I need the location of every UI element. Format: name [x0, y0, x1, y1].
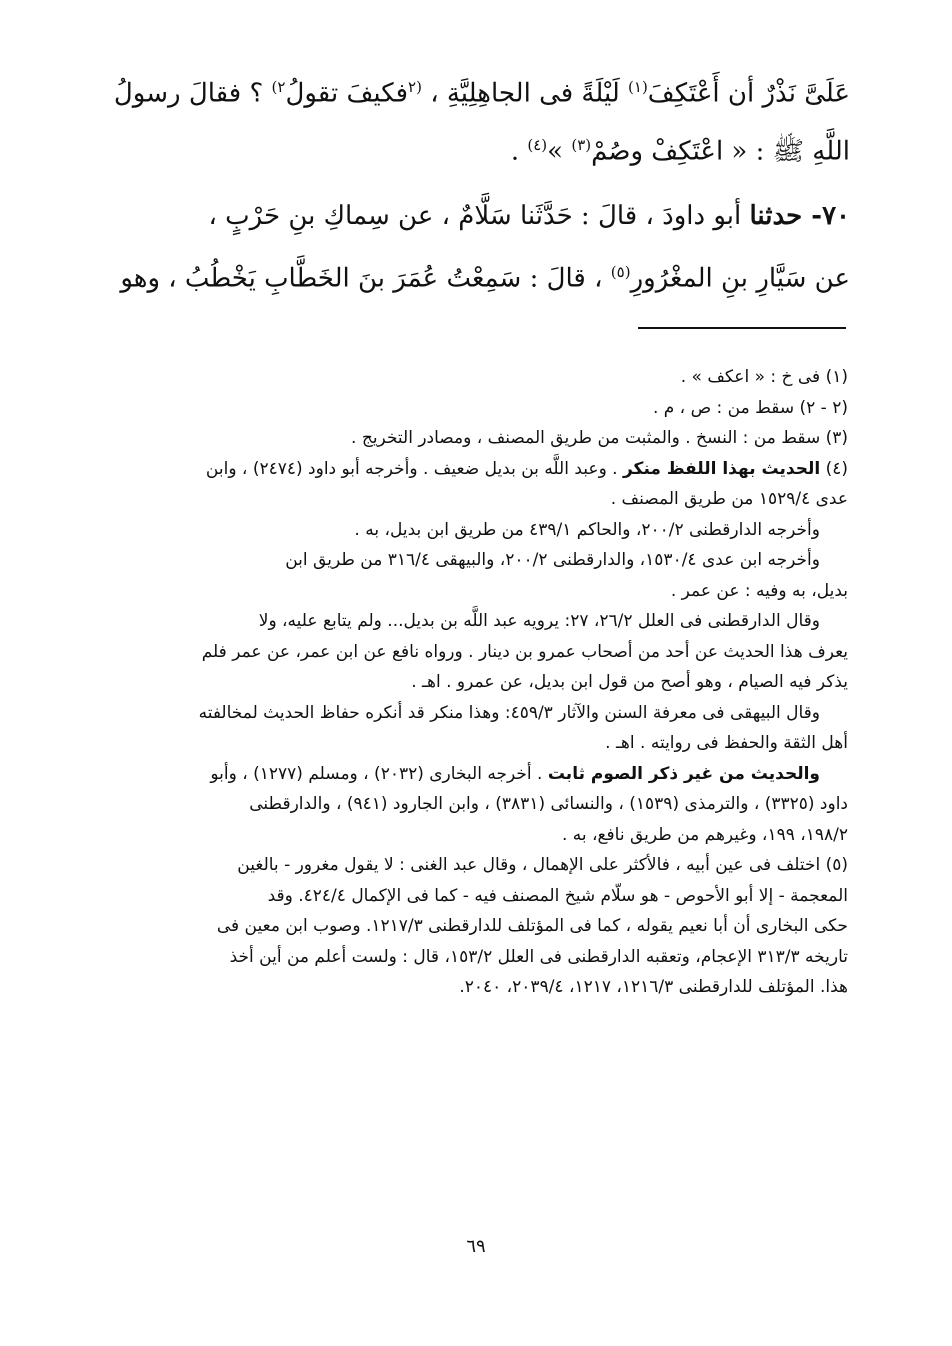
footnote-4-line: ١٩٨/٢، ١٩٩، وغيرهم من طريق نافع، به .: [561, 824, 848, 845]
footnote-marker: (١): [628, 78, 648, 96]
main-text: أبو داودَ ، قالَ : حَدَّثَنا سَلَّامٌ ، عن سِماكِ بنِ حَرْبٍ ،: [208, 201, 750, 231]
footnote-4-line: وأخرجه الدارقطنى ٢٠٠/٢، والحاكم ٤٣٩/١ من طريق ابن بديل، به .: [354, 519, 820, 540]
footnote-4-line: عدى ١٥٢٩/٤ من طريق المصنف .: [610, 489, 848, 509]
footnotes: [138, 362, 848, 1003]
main-line-4: [120, 244, 850, 307]
footnote-4-line: يعرف هذا الحديث عن أحد من أصحاب عمرو بن دينار . ورواه نافع عن ابن عمر، عن عمر فلم: [201, 641, 848, 662]
footnote-5-line: المعجمة - إلا أبو الأحوص - هو سلّام شيخ المصنف فيه - كما فى الإكمال ٤٢٤/٤. وقد: [267, 885, 848, 906]
main-text: ، قالَ : سَمِعْتُ عُمَرَ بنَ الخَطَّابِ يَخْطُبُ ، وهو: [120, 263, 611, 294]
main-text: .: [510, 136, 528, 167]
main-text: »: [547, 136, 572, 167]
main-line-1: [113, 62, 850, 119]
main-text: لَيْلَةً فى الجاهِلِيَّةِ ،: [430, 78, 629, 109]
main-line-2: [135, 119, 850, 178]
main-text: فكيفَ تقولُ: [285, 78, 408, 109]
footnote-5: (٥) اختلف فى عين أبيه ، فالأكثر على الإهمال ، وقال عبد الغنى : لا يقول مغرور - بالغين: [237, 855, 848, 875]
footnote-4-line: وأخرجه ابن عدى ١٥٣٠/٤، والدارقطنى ٢٠٠/٢، والبيهقى ٣١٦/٤ من طريق ابن: [285, 550, 820, 570]
footnote-separator: [638, 327, 846, 329]
footnote-4-line: أهل الثقة والحفظ فى روايته . اهـ .: [605, 733, 848, 753]
footnote-5-line: تاريخه ٣١٣/٣ الإعجام، وتعقبه الدارقطنى فى العلل ١٥٣/٢، قال : ولست أعلم من أين أخذ: [229, 946, 848, 967]
main-text: عَلَىَّ نَذْرٌ أن أَعْتَكِفَ: [647, 78, 850, 109]
footnote-marker: (٣): [571, 135, 592, 154]
main-text-paragraph-1: [113, 62, 850, 177]
footnote-marker: (٢: [408, 78, 422, 96]
main-line-3: [135, 188, 850, 244]
footnote-5-line: هذا. المؤتلف للدارقطنى ١٢١٦/٣، ١٢١٧، ٢٠٣٩/٤، ٢٠٤٠.: [459, 977, 848, 997]
main-text: عن سَيَّارِ بنِ المغْرُورِ: [630, 263, 850, 294]
footnote-marker: (٥): [610, 263, 631, 281]
page-number: ٦٩: [466, 1236, 486, 1257]
main-text: اللَّهِ ﷺ : « اعْتَكِفْ وصُمْ: [591, 136, 850, 167]
footnote-bold-text: الحديث بهذا اللفظ منكر: [622, 458, 821, 479]
footnote-5-line: حكى البخارى أن أبا نعيم يقوله ، كما فى المؤتلف للدارقطنى ١٢١٧/٣. وصوب ابن معين فى: [216, 916, 848, 936]
footnote-text: . أخرجه البخارى (٢٠٣٢) ، ومسلم (١٢٧٧) ، وأبو: [210, 763, 548, 784]
footnote-marker: ٢): [271, 78, 286, 96]
hadith-number: ٧٠- حدثنا: [749, 201, 850, 231]
footnote-4-line: وقال البيهقى فى معرفة السنن والآثار ٤٥٩/٣: وهذا منكر قد أنكره حفاظ الحديث لمخالفته: [198, 702, 820, 723]
footnote-4-line: [138, 759, 848, 790]
footnote-4-line: وقال الدارقطنى فى العلل ٢٦/٢، ٢٧: يرويه عبد اللَّه بن بديل... ولم يتابع عليه، ولا: [258, 611, 820, 631]
footnote-3: (٣) سقط من : النسخ . والمثبت من طريق المصنف ، ومصادر التخريج .: [351, 428, 848, 448]
footnote-4-line: داود (٣٣٢٥) ، والترمذى (١٥٣٩) ، والنسائى (٣٨٣١) ، وابن الجارود (٩٤١) ، والدارقطنى: [249, 794, 848, 814]
footnote-text: . وعبد اللَّه بن بديل ضعيف . وأخرجه أبو داود (٢٤٧٤) ، وابن: [205, 458, 623, 479]
main-text-paragraph-2: [120, 188, 850, 307]
footnote-4-line: يذكر فيه الصيام ، وهو أصح من قول ابن بديل، عن عمرو . اهـ .: [411, 672, 848, 692]
footnote-text: (٤): [820, 458, 848, 479]
footnote-2: (٢ - ٢) سقط من : ص ، م .: [652, 397, 848, 418]
footnote-marker: (٤): [527, 135, 548, 154]
footnote-4-line: بديل، به وفيه : عن عمر .: [670, 580, 848, 601]
footnote-4: [138, 454, 848, 485]
footnote-bold-text: والحديث من غير ذكر الصوم ثابت: [547, 763, 820, 784]
main-text: ؟ فقالَ رسولُ: [113, 78, 272, 109]
footnote-1: (١) فى خ : « اعكف » .: [680, 367, 848, 387]
